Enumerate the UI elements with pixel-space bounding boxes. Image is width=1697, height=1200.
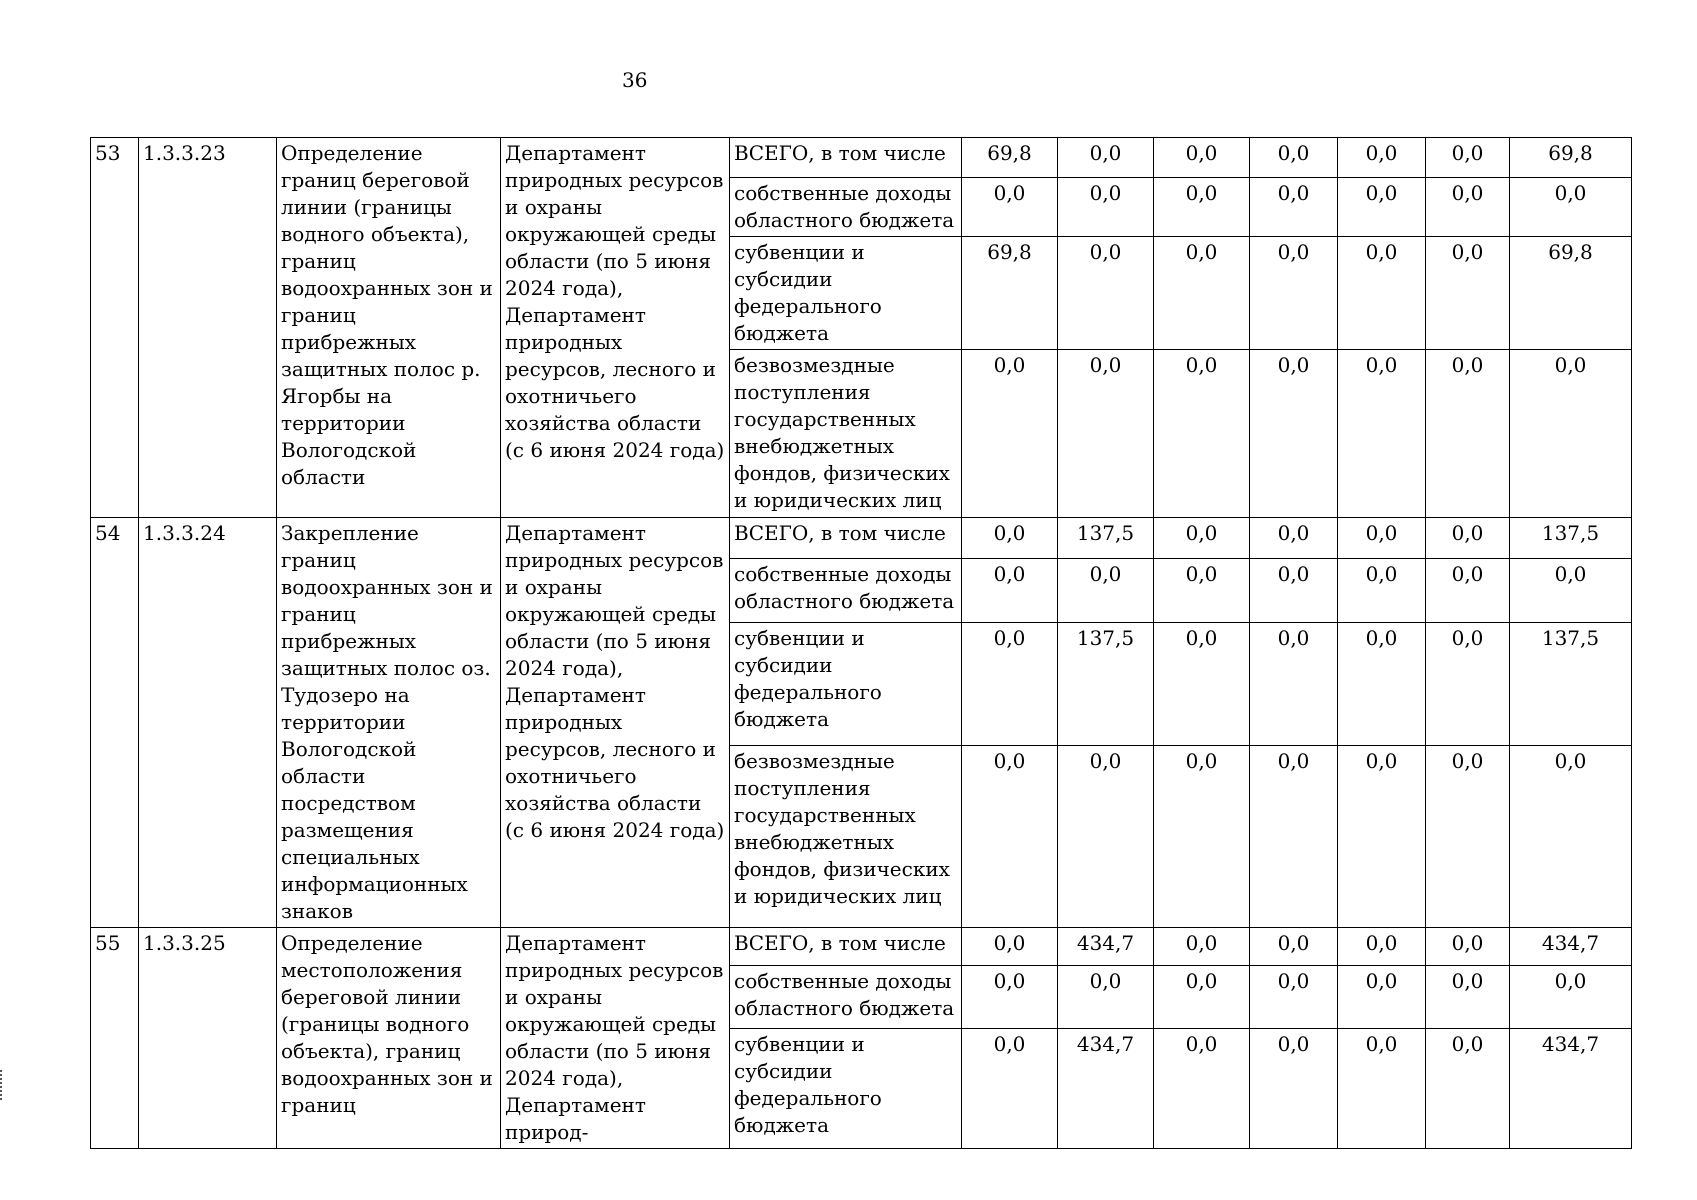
page-number: 36 bbox=[622, 68, 648, 92]
amount-cell: 434,7 bbox=[1058, 928, 1154, 966]
row-code: 1.3.3.24 bbox=[139, 518, 277, 928]
amount-cell: 0,0 bbox=[1250, 928, 1338, 966]
amount-cell: 0,0 bbox=[1338, 518, 1426, 559]
funding-source-label: субвенции и субсидии федерального бюджета bbox=[730, 237, 962, 350]
amount-cell: 0,0 bbox=[1338, 928, 1426, 966]
amount-cell: 0,0 bbox=[1154, 928, 1250, 966]
amount-cell: 0,0 bbox=[1338, 966, 1426, 1029]
amount-cell: 0,0 bbox=[962, 518, 1058, 559]
amount-cell: 0,0 bbox=[1426, 518, 1510, 559]
amount-cell: 0,0 bbox=[1510, 745, 1632, 927]
amount-cell: 0,0 bbox=[962, 1028, 1058, 1148]
budget-table bbox=[90, 137, 1632, 1149]
amount-cell: 0,0 bbox=[1058, 559, 1154, 623]
amount-cell: 0,0 bbox=[1510, 966, 1632, 1029]
amount-cell: 69,8 bbox=[1510, 138, 1632, 178]
scan-edge-marks bbox=[0, 1070, 6, 1100]
amount-cell: 0,0 bbox=[1426, 350, 1510, 518]
amount-cell: 0,0 bbox=[1058, 745, 1154, 927]
amount-cell: 0,0 bbox=[1426, 966, 1510, 1029]
amount-cell: 0,0 bbox=[1338, 745, 1426, 927]
amount-cell: 0,0 bbox=[1338, 623, 1426, 746]
amount-cell: 0,0 bbox=[1154, 178, 1250, 237]
amount-cell: 69,8 bbox=[1510, 237, 1632, 350]
amount-cell: 0,0 bbox=[1426, 178, 1510, 237]
amount-cell: 0,0 bbox=[962, 966, 1058, 1029]
amount-cell: 0,0 bbox=[1250, 966, 1338, 1029]
measure-name: Определение границ береговой линии (границы водного объекта), границ водоохранных зон и границ прибрежных защитных полос р. Ягорбы на территории Вологодской области bbox=[277, 138, 501, 518]
table-row bbox=[91, 928, 1632, 966]
amount-cell: 0,0 bbox=[1154, 350, 1250, 518]
row-code: 1.3.3.23 bbox=[139, 138, 277, 518]
amount-cell: 0,0 bbox=[1250, 138, 1338, 178]
amount-cell: 0,0 bbox=[1154, 518, 1250, 559]
amount-cell: 0,0 bbox=[1426, 623, 1510, 746]
amount-cell: 0,0 bbox=[1250, 623, 1338, 746]
responsible-department: Департамент природных ресурсов и охраны окружающей среды области (по 5 июня 2024 года), Департамент природных ресурсов, лесного и охотничьего хозяйства области (с 6 июня 2024 года) bbox=[501, 518, 730, 928]
amount-cell: 434,7 bbox=[1058, 1028, 1154, 1148]
measure-name: Определение местоположения береговой линии (границы водного объекта), границ водоохранных зон и границ bbox=[277, 928, 501, 1149]
amount-cell: 0,0 bbox=[1338, 138, 1426, 178]
amount-cell: 0,0 bbox=[1338, 350, 1426, 518]
amount-cell: 0,0 bbox=[1426, 1028, 1510, 1148]
amount-cell: 0,0 bbox=[1154, 966, 1250, 1029]
amount-cell: 0,0 bbox=[1426, 237, 1510, 350]
amount-cell: 0,0 bbox=[1250, 1028, 1338, 1148]
amount-cell: 0,0 bbox=[1250, 350, 1338, 518]
funding-source-label: субвенции и субсидии федерального бюджета bbox=[730, 1028, 962, 1148]
row-number: 53 bbox=[91, 138, 139, 518]
row-code: 1.3.3.25 bbox=[139, 928, 277, 1149]
amount-cell: 0,0 bbox=[1058, 350, 1154, 518]
amount-cell: 137,5 bbox=[1058, 623, 1154, 746]
responsible-department: Департамент природных ресурсов и охраны окружающей среды области (по 5 июня 2024 года), Департамент природ- bbox=[501, 928, 730, 1149]
table-row bbox=[91, 138, 1632, 178]
amount-cell: 0,0 bbox=[1338, 178, 1426, 237]
amount-cell: 0,0 bbox=[1154, 745, 1250, 927]
amount-cell: 0,0 bbox=[1510, 559, 1632, 623]
amount-cell: 0,0 bbox=[962, 178, 1058, 237]
amount-cell: 0,0 bbox=[1338, 1028, 1426, 1148]
funding-source-label: ВСЕГО, в том числе bbox=[730, 138, 962, 178]
amount-cell: 0,0 bbox=[1058, 237, 1154, 350]
amount-cell: 0,0 bbox=[962, 928, 1058, 966]
amount-cell: 0,0 bbox=[1250, 178, 1338, 237]
amount-cell: 0,0 bbox=[1154, 138, 1250, 178]
amount-cell: 0,0 bbox=[1154, 237, 1250, 350]
funding-source-label: собственные доходы областного бюджета bbox=[730, 178, 962, 237]
amount-cell: 137,5 bbox=[1510, 623, 1632, 746]
amount-cell: 0,0 bbox=[1510, 178, 1632, 237]
amount-cell: 0,0 bbox=[1154, 559, 1250, 623]
amount-cell: 0,0 bbox=[1250, 745, 1338, 927]
amount-cell: 0,0 bbox=[1058, 138, 1154, 178]
row-number: 54 bbox=[91, 518, 139, 928]
funding-source-label: безвозмездные поступления государственных внебюджетных фондов, физических и юридических лиц bbox=[730, 350, 962, 518]
amount-cell: 0,0 bbox=[962, 350, 1058, 518]
responsible-department: Департамент природных ресурсов и охраны окружающей среды области (по 5 июня 2024 года), Департамент природных ресурсов, лесного и охотничьего хозяйства области (с 6 июня 2024 года) bbox=[501, 138, 730, 518]
amount-cell: 0,0 bbox=[962, 745, 1058, 927]
amount-cell: 0,0 bbox=[1154, 623, 1250, 746]
amount-cell: 0,0 bbox=[1426, 138, 1510, 178]
amount-cell: 69,8 bbox=[962, 138, 1058, 178]
funding-source-label: собственные доходы областного бюджета bbox=[730, 559, 962, 623]
funding-source-label: собственные доходы областного бюджета bbox=[730, 966, 962, 1029]
amount-cell: 137,5 bbox=[1058, 518, 1154, 559]
amount-cell: 0,0 bbox=[1250, 559, 1338, 623]
amount-cell: 434,7 bbox=[1510, 928, 1632, 966]
amount-cell: 0,0 bbox=[1250, 237, 1338, 350]
amount-cell: 0,0 bbox=[1058, 178, 1154, 237]
amount-cell: 0,0 bbox=[1426, 745, 1510, 927]
table-row bbox=[91, 518, 1632, 559]
amount-cell: 0,0 bbox=[1510, 350, 1632, 518]
funding-source-label: ВСЕГО, в том числе bbox=[730, 518, 962, 559]
amount-cell: 0,0 bbox=[1338, 237, 1426, 350]
row-number: 55 bbox=[91, 928, 139, 1149]
amount-cell: 137,5 bbox=[1510, 518, 1632, 559]
amount-cell: 0,0 bbox=[1426, 559, 1510, 623]
amount-cell: 0,0 bbox=[1058, 966, 1154, 1029]
funding-source-label: ВСЕГО, в том числе bbox=[730, 928, 962, 966]
funding-source-label: субвенции и субсидии федерального бюджета bbox=[730, 623, 962, 746]
measure-name: Закрепление границ водоохранных зон и границ прибрежных защитных полос оз. Тудозеро на территории Вологодской области посредством размещения специальных информационных знаков bbox=[277, 518, 501, 928]
amount-cell: 0,0 bbox=[1154, 1028, 1250, 1148]
amount-cell: 0,0 bbox=[962, 623, 1058, 746]
amount-cell: 0,0 bbox=[1426, 928, 1510, 966]
amount-cell: 0,0 bbox=[1250, 518, 1338, 559]
amount-cell: 0,0 bbox=[962, 559, 1058, 623]
amount-cell: 69,8 bbox=[962, 237, 1058, 350]
amount-cell: 0,0 bbox=[1338, 559, 1426, 623]
funding-source-label: безвозмездные поступления государственных внебюджетных фондов, физических и юридических лиц bbox=[730, 745, 962, 927]
amount-cell: 434,7 bbox=[1510, 1028, 1632, 1148]
